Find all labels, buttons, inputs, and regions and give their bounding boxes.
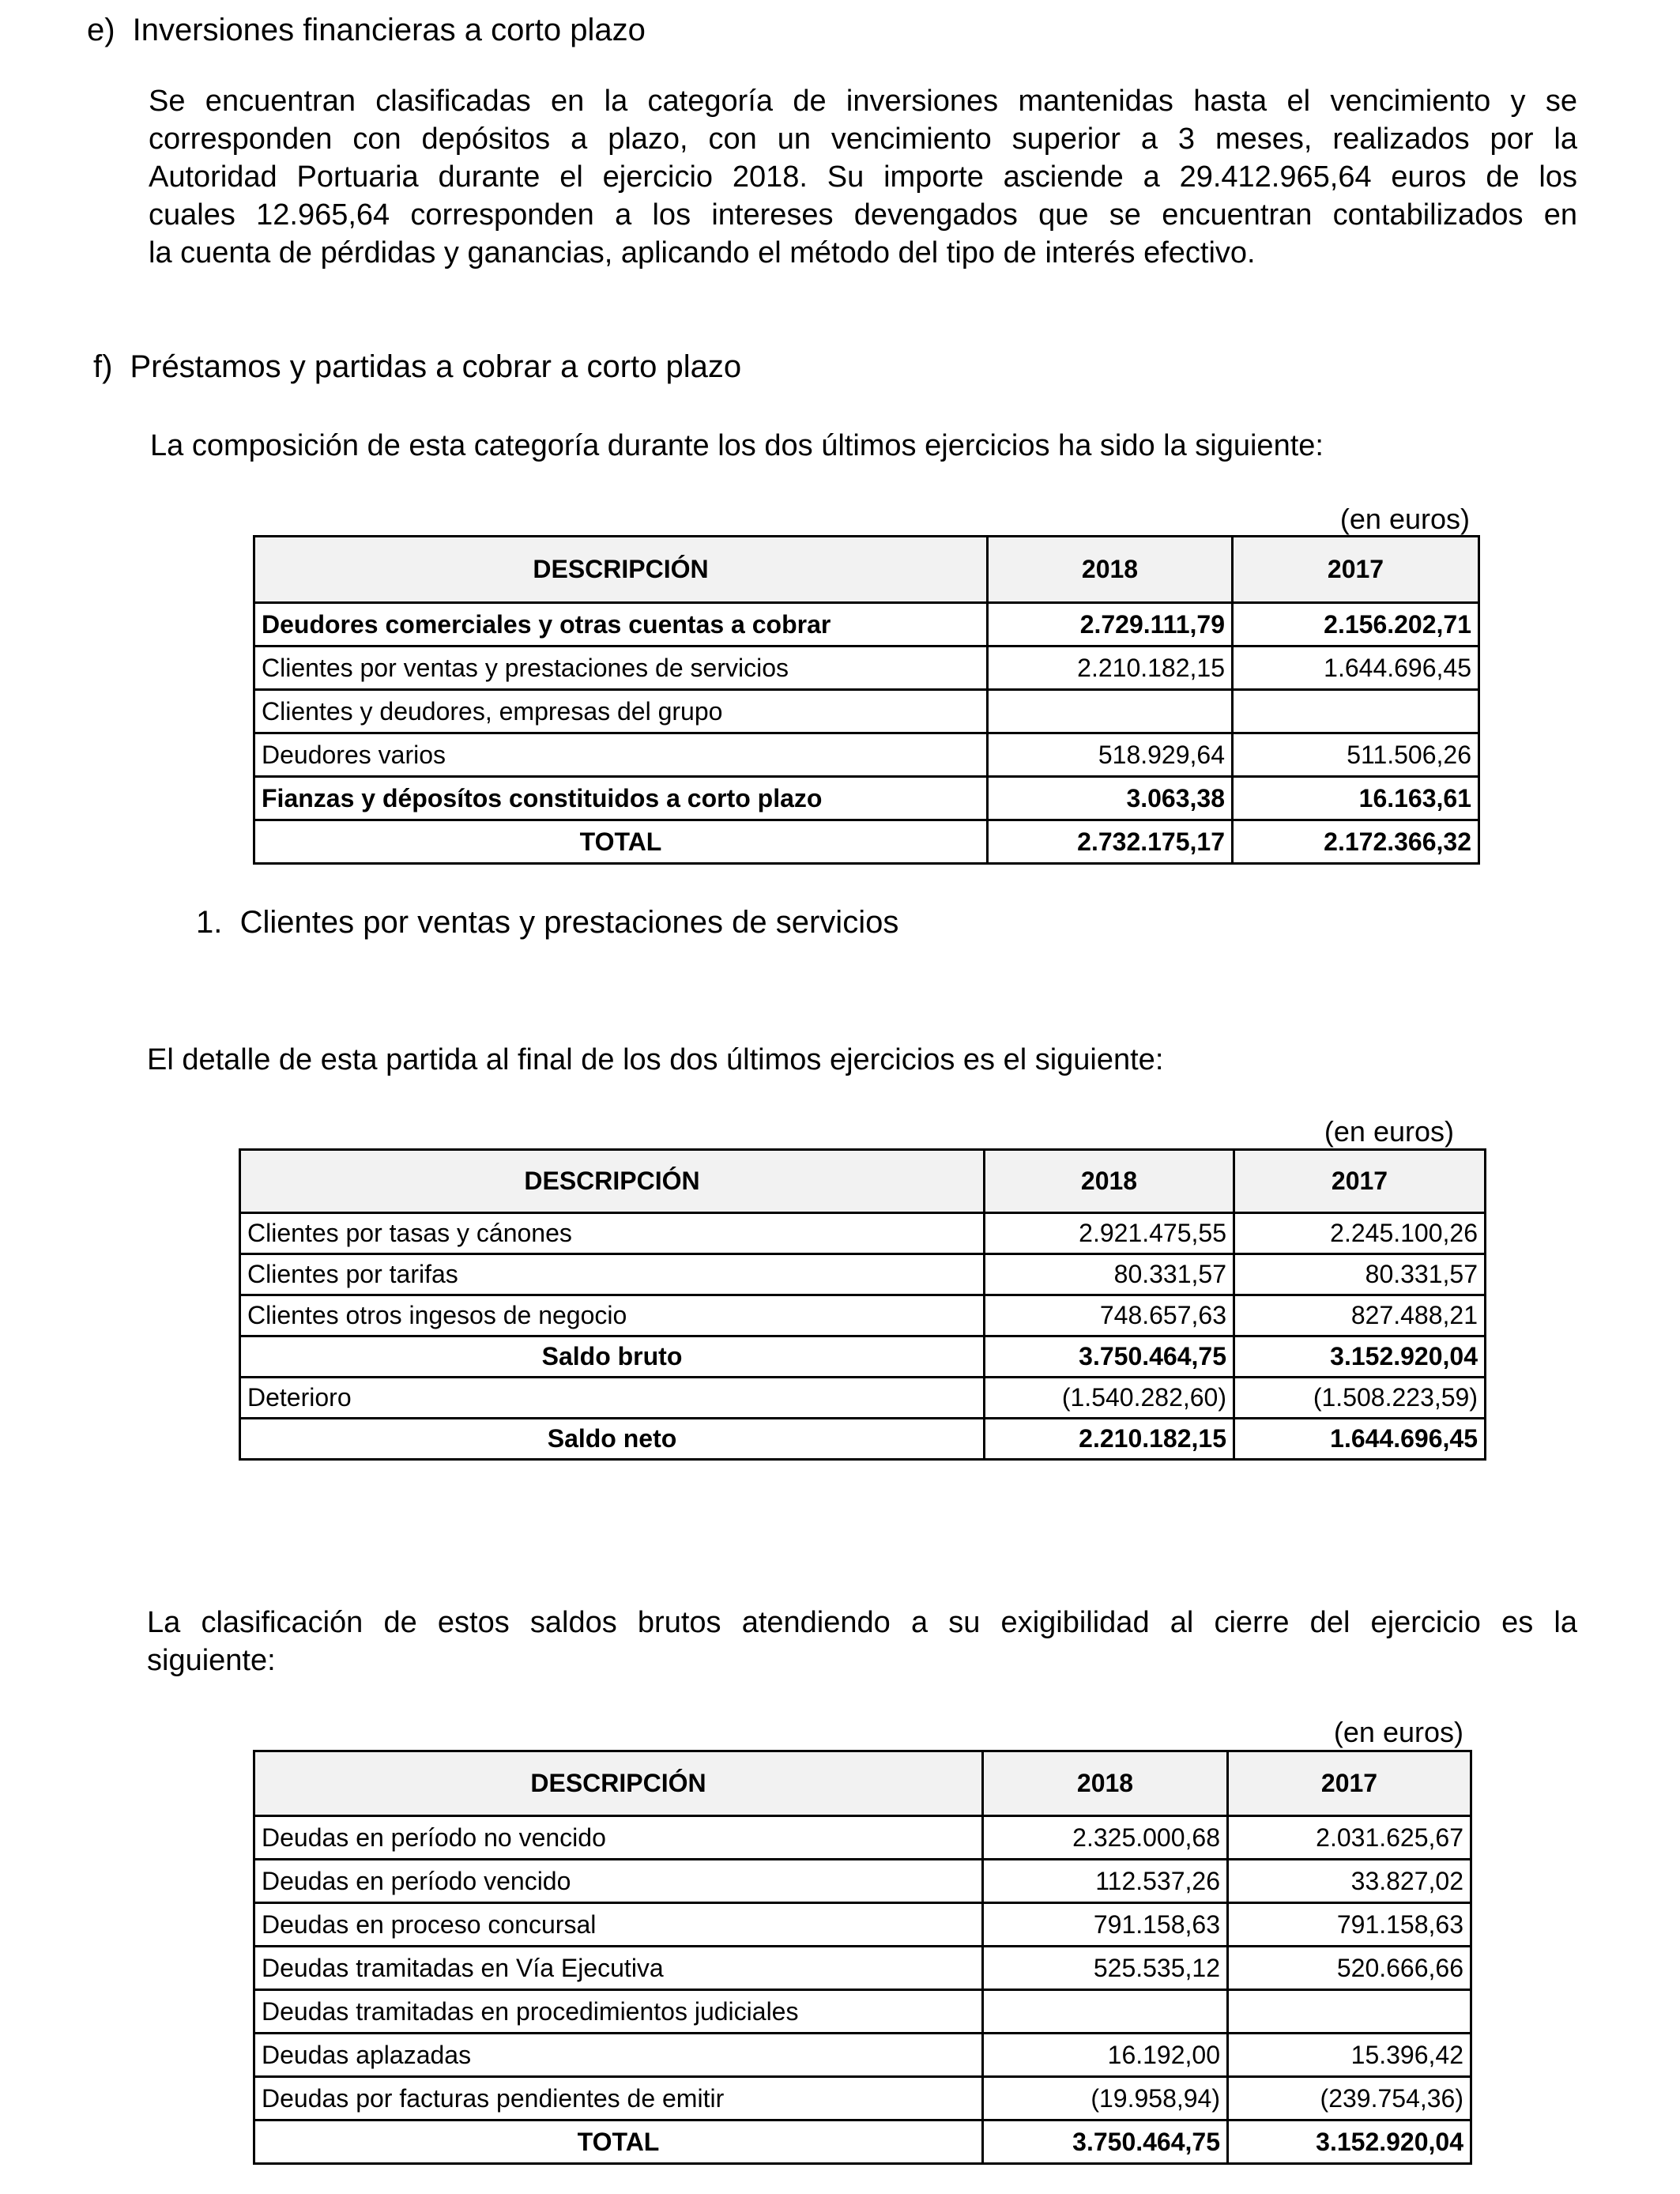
value-2018: 2.732.175,17 bbox=[988, 820, 1233, 864]
table-header-row bbox=[240, 1150, 1486, 1213]
paragraph-line: corresponden con depósitos a plazo, con un vencimiento superior a 3 meses, realizados por la bbox=[149, 123, 1577, 156]
row-description: Saldo bruto bbox=[240, 1336, 985, 1378]
section-e-heading bbox=[87, 13, 646, 48]
row-description: Deudas tramitadas en Vía Ejecutiva bbox=[254, 1947, 983, 1990]
table-row bbox=[254, 1990, 1471, 2034]
total-row bbox=[240, 1419, 1486, 1460]
row-description: Deudores comerciales y otras cuentas a cobrar bbox=[254, 603, 988, 647]
table-row bbox=[240, 1295, 1486, 1336]
table-row bbox=[254, 1903, 1471, 1947]
row-description: TOTAL bbox=[254, 820, 988, 864]
row-description: Deudas en proceso concursal bbox=[254, 1903, 983, 1947]
table-row bbox=[254, 1947, 1471, 1990]
table-row bbox=[254, 647, 1479, 690]
paragraph-line: siguiente: bbox=[147, 1644, 276, 1677]
section-f-intro: La composición de esta categoría durante los dos últimos ejercicios ha sido la siguiente: bbox=[150, 429, 1324, 462]
value-2017: 2.245.100,26 bbox=[1234, 1213, 1486, 1254]
column-header: DESCRIPCIÓN bbox=[254, 537, 988, 603]
row-description: Deudas en período no vencido bbox=[254, 1816, 983, 1860]
value-2018: 112.537,26 bbox=[983, 1860, 1228, 1903]
column-header: 2017 bbox=[1228, 1751, 1471, 1816]
value-2018: 518.929,64 bbox=[988, 733, 1233, 777]
value-2017: 2.031.625,67 bbox=[1228, 1816, 1471, 1860]
value-2018 bbox=[988, 690, 1233, 733]
table2-unit: (en euros) bbox=[1324, 1115, 1454, 1148]
paragraph-line: Se encuentran clasificadas en la categoría de inversiones mantenidas hasta el vencimiento y se bbox=[149, 85, 1577, 118]
value-2018: 3.063,38 bbox=[988, 777, 1233, 820]
row-description: Clientes otros ingesos de negocio bbox=[240, 1295, 985, 1336]
value-2017: 33.827,02 bbox=[1228, 1860, 1471, 1903]
paragraph-line: la cuenta de pérdidas y ganancias, aplicando el método del tipo de interés efectivo. bbox=[149, 236, 1256, 270]
value-2017: 15.396,42 bbox=[1228, 2034, 1471, 2077]
section-f-label: f) bbox=[93, 349, 113, 384]
section-e-title: Inversiones financieras a corto plazo bbox=[132, 13, 646, 47]
value-2018: 2.921.475,55 bbox=[985, 1213, 1234, 1254]
row-description: Deudas en período vencido bbox=[254, 1860, 983, 1903]
value-2017: 827.488,21 bbox=[1234, 1295, 1486, 1336]
subtotal-row bbox=[240, 1336, 1486, 1378]
column-header: 2017 bbox=[1233, 537, 1479, 603]
table-row bbox=[254, 777, 1479, 820]
total-row bbox=[254, 2120, 1471, 2164]
value-2017: 520.666,66 bbox=[1228, 1947, 1471, 1990]
column-header: 2018 bbox=[985, 1150, 1234, 1213]
table-row bbox=[240, 1213, 1486, 1254]
value-2017: 3.152.920,04 bbox=[1234, 1336, 1486, 1378]
value-2018: 3.750.464,75 bbox=[985, 1336, 1234, 1378]
value-2017: 3.152.920,04 bbox=[1228, 2120, 1471, 2164]
table-row bbox=[254, 1860, 1471, 1903]
value-2018: 525.535,12 bbox=[983, 1947, 1228, 1990]
classification-intro bbox=[147, 1604, 1577, 1679]
row-description: Deterioro bbox=[240, 1378, 985, 1419]
value-2018: 2.210.182,15 bbox=[988, 647, 1233, 690]
table-row bbox=[240, 1254, 1486, 1295]
table-header-row bbox=[254, 1751, 1471, 1816]
value-2017: 80.331,57 bbox=[1234, 1254, 1486, 1295]
value-2018: 2.729.111,79 bbox=[988, 603, 1233, 647]
list-item-text: Clientes por ventas y prestaciones de servicios bbox=[239, 905, 899, 940]
column-header: 2018 bbox=[988, 537, 1233, 603]
value-2017 bbox=[1233, 690, 1479, 733]
row-description: Saldo neto bbox=[240, 1419, 985, 1460]
section-e-paragraph bbox=[149, 82, 1577, 272]
row-description: Clientes y deudores, empresas del grupo bbox=[254, 690, 988, 733]
row-description: Clientes por tasas y cánones bbox=[240, 1213, 985, 1254]
column-header: 2017 bbox=[1234, 1150, 1486, 1213]
paragraph-line: La clasificación de estos saldos brutos atendiendo a su exigibilidad al cierre del ejercicio es la bbox=[147, 1606, 1577, 1639]
value-2017: 16.163,61 bbox=[1233, 777, 1479, 820]
value-2017: (239.754,36) bbox=[1228, 2077, 1471, 2120]
value-2018: (1.540.282,60) bbox=[985, 1378, 1234, 1419]
value-2018: 2.210.182,15 bbox=[985, 1419, 1234, 1460]
column-header: 2018 bbox=[983, 1751, 1228, 1816]
list-item-number: 1. bbox=[196, 905, 223, 940]
table-row bbox=[254, 733, 1479, 777]
value-2017: 2.156.202,71 bbox=[1233, 603, 1479, 647]
paragraph-line: Autoridad Portuaria durante el ejercicio 2018. Su importe asciende a 29.412.965,64 euros de los bbox=[149, 160, 1577, 194]
section-e-label: e) bbox=[87, 13, 115, 47]
table-row bbox=[254, 2077, 1471, 2120]
detail-table bbox=[239, 1148, 1486, 1461]
value-2018: 791.158,63 bbox=[983, 1903, 1228, 1947]
detail-intro: El detalle de esta partida al final de los dos últimos ejercicios es el siguiente: bbox=[147, 1043, 1164, 1076]
row-description: Deudores varios bbox=[254, 733, 988, 777]
classification-table bbox=[253, 1750, 1472, 2165]
value-2017: 1.644.696,45 bbox=[1233, 647, 1479, 690]
value-2017: 1.644.696,45 bbox=[1234, 1419, 1486, 1460]
composition-table bbox=[253, 535, 1480, 865]
row-description: Clientes por ventas y prestaciones de servicios bbox=[254, 647, 988, 690]
value-2018: (19.958,94) bbox=[983, 2077, 1228, 2120]
table-row bbox=[254, 690, 1479, 733]
row-description: Clientes por tarifas bbox=[240, 1254, 985, 1295]
row-description: Fianzas y déposítos constituidos a corto plazo bbox=[254, 777, 988, 820]
table3-unit: (en euros) bbox=[1333, 1716, 1463, 1748]
value-2017: 791.158,63 bbox=[1228, 1903, 1471, 1947]
paragraph-line: cuales 12.965,64 corresponden a los intereses devengados que se encuentran contabilizados en bbox=[149, 198, 1577, 232]
section-f-title: Préstamos y partidas a cobrar a corto plazo bbox=[130, 349, 742, 384]
value-2018: 748.657,63 bbox=[985, 1295, 1234, 1336]
total-row bbox=[254, 820, 1479, 864]
list-item bbox=[196, 905, 898, 941]
table-row bbox=[254, 603, 1479, 647]
column-header: DESCRIPCIÓN bbox=[240, 1150, 985, 1213]
value-2017: 2.172.366,32 bbox=[1233, 820, 1479, 864]
table-row bbox=[240, 1378, 1486, 1419]
value-2018: 16.192,00 bbox=[983, 2034, 1228, 2077]
table-row bbox=[254, 1816, 1471, 1860]
table-header-row bbox=[254, 537, 1479, 603]
row-description: Deudas tramitadas en procedimientos judiciales bbox=[254, 1990, 983, 2034]
row-description: Deudas por facturas pendientes de emitir bbox=[254, 2077, 983, 2120]
value-2018: 2.325.000,68 bbox=[983, 1816, 1228, 1860]
table1-unit: (en euros) bbox=[1339, 503, 1470, 535]
value-2017: 511.506,26 bbox=[1233, 733, 1479, 777]
value-2017 bbox=[1228, 1990, 1471, 2034]
row-description: Deudas aplazadas bbox=[254, 2034, 983, 2077]
table-row bbox=[254, 2034, 1471, 2077]
value-2018 bbox=[983, 1990, 1228, 2034]
section-f-heading bbox=[93, 349, 741, 385]
row-description: TOTAL bbox=[254, 2120, 983, 2164]
column-header: DESCRIPCIÓN bbox=[254, 1751, 983, 1816]
value-2018: 3.750.464,75 bbox=[983, 2120, 1228, 2164]
value-2018: 80.331,57 bbox=[985, 1254, 1234, 1295]
value-2017: (1.508.223,59) bbox=[1234, 1378, 1486, 1419]
